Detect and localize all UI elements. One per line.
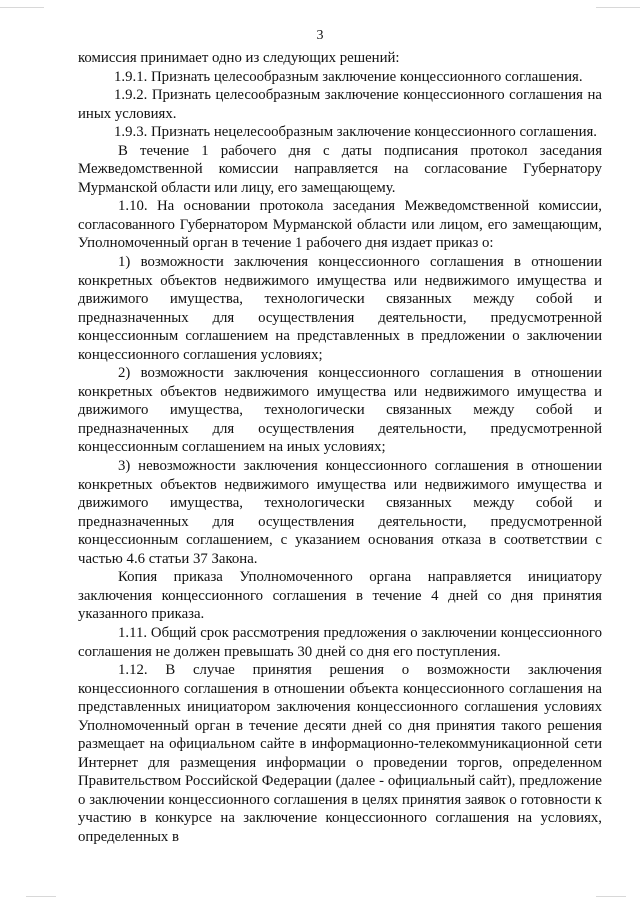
paragraph: 1.12. В случае принятия решения о возможности заключения концессионного соглашения в отношении объекта концессионного соглашения на представленных инициатором заключения концессионного соглашения условиях Уполномоченный орган в течение десяти дней со дня принятия такого решения размещает на официальном сайте в информационно-телекоммуникационной сети Интернет для размещения информации о проведении торгов, определенном Правительством Российской Федерации (далее - официальный сайт), предложение о заключении концессионного соглашения в целях принятия заявок о готовности к участию в конкурсе на заключение концессионного соглашения на условиях, определенных в xyxy=(78,662,602,845)
paragraph: 1.9.1. Признать целесообразным заключение концессионного соглашения. xyxy=(114,68,583,85)
page-number: 3 xyxy=(316,28,324,43)
list-item: 1) возможности заключения концессионного соглашения в отношении конкретных объектов недвижимого имущества или недвижимого имущества и движимого имущества, технологически связанных между собой и предназначенных для осуществления деятельности, предусмотренной концессионным соглашением на представленных в предложении о заключении концессионного соглашения условиях; xyxy=(78,254,602,363)
paragraph: 1.9.2. Признать целесообразным заключение концессионного соглашения на иных условиях. xyxy=(78,87,602,122)
scan-edge-mark xyxy=(596,896,626,897)
document-body xyxy=(78,49,602,847)
paragraph: 1.10. На основании протокола заседания Межведомственной комиссии, согласованного Губернатором Мурманской области или лицом, его замещающим, Уполномоченный орган в течение 1 рабочего дня издает приказ о: xyxy=(78,198,602,252)
paragraph: В течение 1 рабочего дня с даты подписания протокол заседания Межведомственной комиссии направляется на согласование Губернатору Мурманской области или лицу, его замещающему. xyxy=(78,142,602,196)
paragraph: комиссия принимает одно из следующих решений: xyxy=(78,50,400,66)
list-item: 3) невозможности заключения концессионного соглашения в отношении конкретных объектов недвижимого имущества или недвижимого имущества и движимого имущества, технологически связанных между собой и предназначенных для осуществления деятельности, предусмотренной концессионным соглашением, с указанием основания отказа в соответствии с частью 4.6 статьи 37 Закона. xyxy=(78,458,602,567)
scan-edge-mark xyxy=(0,7,44,8)
paragraph: Копия приказа Уполномоченного органа направляется инициатору заключения концессионного соглашения в течение 4 дней со дня принятия указанного приказа. xyxy=(78,569,602,623)
scan-edge-mark xyxy=(596,7,640,8)
list-item: 2) возможности заключения концессионного соглашения в отношении конкретных объектов недвижимого имущества или недвижимого имущества и движимого имущества, технологически связанных между собой и предназначенных для осуществления деятельности, предусмотренной концессионным соглашением на иных условиях; xyxy=(78,365,602,456)
paragraph: 1.9.3. Признать нецелесообразным заключение концессионного соглашения. xyxy=(114,124,598,141)
scan-edge-mark xyxy=(26,896,56,897)
paragraph: 1.11. Общий срок рассмотрения предложения о заключении концессионного соглашения не должен превышать 30 дней со дня его поступления. xyxy=(78,624,602,660)
